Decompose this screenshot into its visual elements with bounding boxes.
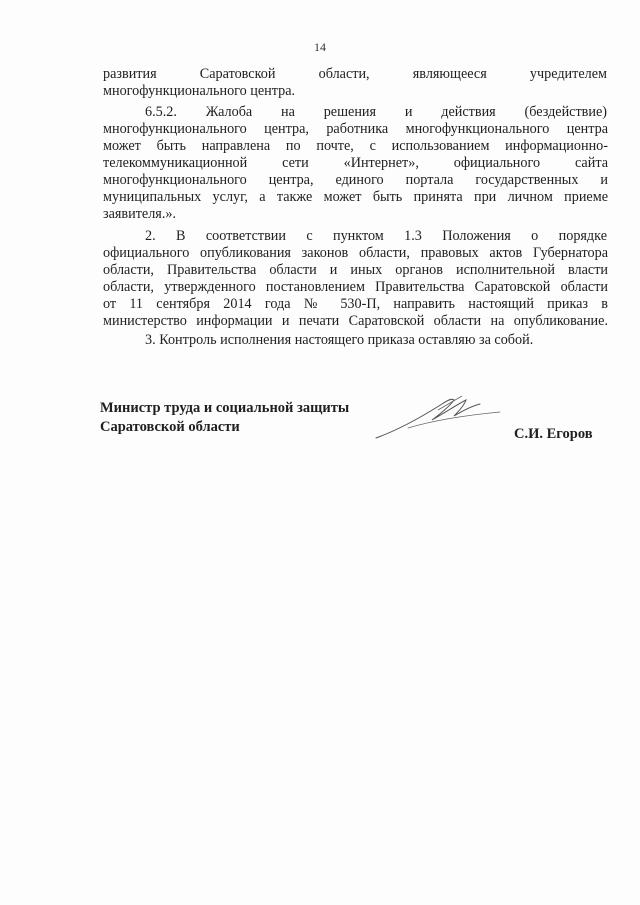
text-line-4: многофункционального центра, работника многофункционального центра — [103, 121, 608, 137]
text-line-5: может быть направлена по почте, с использованием информационно- — [103, 138, 608, 154]
text-line-11: официального опубликования законов области, правовых актов Губернатора — [103, 245, 608, 261]
text-line-10: 2. В соответствии с пунктом 1.3 Положения о порядке — [145, 228, 607, 244]
text-line-1: развития Саратовской области, являющееся учредителем — [103, 66, 607, 82]
text-line-9: заявителя.». — [103, 206, 177, 222]
handwritten-signature — [368, 392, 508, 444]
text-line-2: многофункционального центра. — [103, 83, 296, 99]
text-line-16: 3. Контроль исполнения настоящего приказа оставляю за собой. — [145, 332, 534, 348]
text-line-7: многофункционального центра, единого портала государственных и — [103, 172, 608, 188]
text-line-14: от 11 сентября 2014 года № 530-П, направить настоящий приказ в — [103, 296, 608, 312]
text-line-8: муниципальных услуг, а также может быть принята при личном приеме — [103, 189, 608, 205]
text-line-12: области, Правительства области и иных органов исполнительной власти — [103, 262, 608, 278]
page-number: 14 — [314, 40, 326, 54]
signatory-title-line-2: Саратовской области — [100, 419, 240, 435]
text-line-3: 6.5.2. Жалоба на решения и действия (бездействие) — [145, 104, 607, 120]
text-line-13: области, утвержденного постановлением Правительства Саратовской области — [103, 279, 608, 295]
signatory-title-line-1: Министр труда и социальной защиты — [100, 400, 350, 416]
text-line-15: министерство информации и печати Саратовской области на опубликование. — [103, 313, 608, 329]
signatory-name: С.И. Егоров — [514, 426, 593, 442]
signatory-title — [100, 399, 349, 437]
text-line-6: телекоммуникационной сети «Интернет», официального сайта — [103, 155, 608, 171]
